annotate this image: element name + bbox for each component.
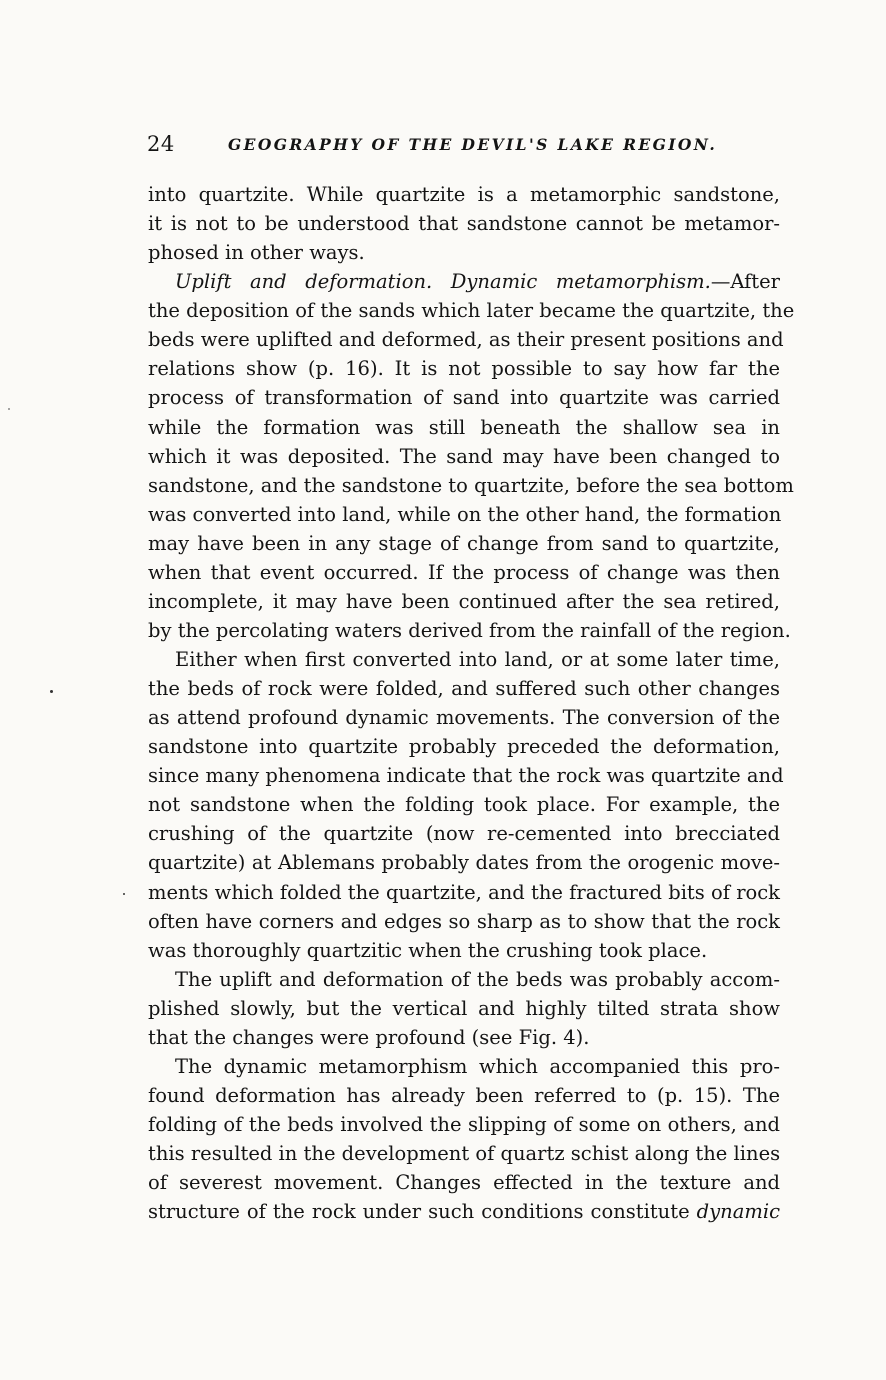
line-text: when that event occurred. If the process of change was then [148, 560, 780, 584]
running-head: GEOGRAPHY OF THE DEVIL'S LAKE REGION. [228, 135, 718, 154]
line-text: was converted into land, while on the other hand, the formation [148, 502, 782, 526]
text-line [148, 1052, 780, 1081]
line-text: that the changes were profound (see Fig. 4). [148, 1025, 590, 1049]
line-text: beds were uplifted and deformed, as their present positions and [148, 328, 784, 352]
text-line [148, 296, 795, 325]
line-text: process of transformation of sand into quartzite was carried [148, 386, 780, 410]
line-text: it is not to be understood that sandstone cannot be metamor- [148, 212, 780, 236]
line-text: The uplift and deformation of the beds was probably accom- [175, 967, 780, 991]
line-text: incomplete, it may have been continued after the sea retired, [148, 589, 780, 613]
text-line [148, 1197, 780, 1226]
line-text: structure of the rock under such conditions constitute [148, 1200, 690, 1224]
text-line [148, 558, 780, 587]
text-line [148, 1023, 780, 1052]
line-text: plished slowly, but the vertical and highly tilted strata show [148, 996, 780, 1020]
text-line [148, 325, 784, 354]
line-text: relations show (p. 16). It is not possible to say how far the [148, 357, 780, 381]
text-line [148, 965, 780, 994]
line-text: the deposition of the sands which later became the quartzite, the [148, 299, 795, 323]
text-line [148, 645, 780, 674]
line-text: The dynamic metamorphism which accompanied this pro- [175, 1054, 780, 1078]
text-line [148, 413, 780, 442]
text-line [148, 1139, 780, 1168]
text-line [148, 1110, 780, 1139]
line-text: may have been in any stage of change from sand to quartzite, [148, 531, 780, 555]
line-text: the beds of rock were folded, and suffered such other changes [148, 677, 780, 701]
line-text: phosed in other ways. [148, 241, 365, 265]
line-text: was thoroughly quartzitic when the crushing took place. [148, 938, 708, 962]
page-header [147, 132, 787, 158]
line-text: as attend profound dynamic movements. The conversion of the [148, 706, 780, 730]
text-line [148, 529, 780, 558]
line-text: —After [710, 270, 780, 294]
text-line [148, 442, 780, 471]
line-text: this resulted in the development of quartz schist along the lines [148, 1142, 781, 1166]
text-line [148, 848, 780, 877]
text-line [148, 587, 780, 616]
italic-heading: Uplift and deformation. Dynamic metamorphism. [175, 270, 711, 294]
line-text: folding of the beds involved the slipping of some on others, and [148, 1113, 780, 1136]
line-text: Either when first converted into land, or at some later time, [175, 648, 780, 671]
italic-term: dynamic [696, 1200, 780, 1224]
page-number: 24 [147, 132, 175, 156]
text-line [148, 471, 794, 500]
text-line [148, 761, 784, 790]
text-line [148, 674, 780, 703]
text-line [148, 354, 780, 383]
line-text: ments which folded the quartzite, and the fractured bits of rock [148, 880, 780, 904]
line-text: by the percolating waters derived from the rainfall of the region. [148, 618, 791, 642]
text-line [148, 500, 780, 529]
text-line [148, 703, 780, 732]
line-text: not sandstone when the folding took place. For example, the [148, 793, 780, 817]
text-line [148, 1081, 780, 1110]
line-text: quartzite) at Ablemans probably dates from the orogenic move- [148, 851, 780, 875]
line-text: of severest movement. Changes effected in the texture and [148, 1171, 780, 1195]
text-line [148, 267, 780, 296]
text-line [148, 790, 780, 819]
text-line [148, 994, 780, 1023]
text-line [148, 1168, 780, 1197]
line-text: into quartzite. While quartzite is a metamorphic sandstone, [148, 183, 780, 206]
text-line [148, 936, 780, 965]
text-line [148, 180, 780, 209]
line-text: found deformation has already been referred to (p. 15). The [148, 1083, 780, 1107]
line-text: sandstone into quartzite probably preceded the deformation, [148, 735, 780, 759]
text-line [148, 732, 780, 761]
line-text: sandstone, and the sandstone to quartzite, before the sea bottom [148, 473, 794, 497]
text-line [148, 819, 780, 848]
body-text [148, 180, 795, 1226]
scan-speck [50, 690, 53, 693]
text-line [148, 907, 780, 936]
text-line [148, 209, 780, 238]
line-text: which it was deposited. The sand may have been changed to [148, 444, 780, 468]
text-line [148, 383, 780, 412]
text-line [148, 616, 791, 645]
scan-speck [8, 408, 10, 410]
line-text: often have corners and edges so sharp as to show that the rock [148, 909, 780, 933]
line-text: while the formation was still beneath the shallow sea in [148, 415, 780, 439]
line-text: since many phenomena indicate that the rock was quartzite and [148, 764, 784, 788]
scan-speck [123, 893, 125, 895]
line-text: crushing of the quartzite (now re-cemented into brecciated [148, 822, 780, 846]
text-line [148, 238, 780, 267]
text-line [148, 878, 780, 907]
